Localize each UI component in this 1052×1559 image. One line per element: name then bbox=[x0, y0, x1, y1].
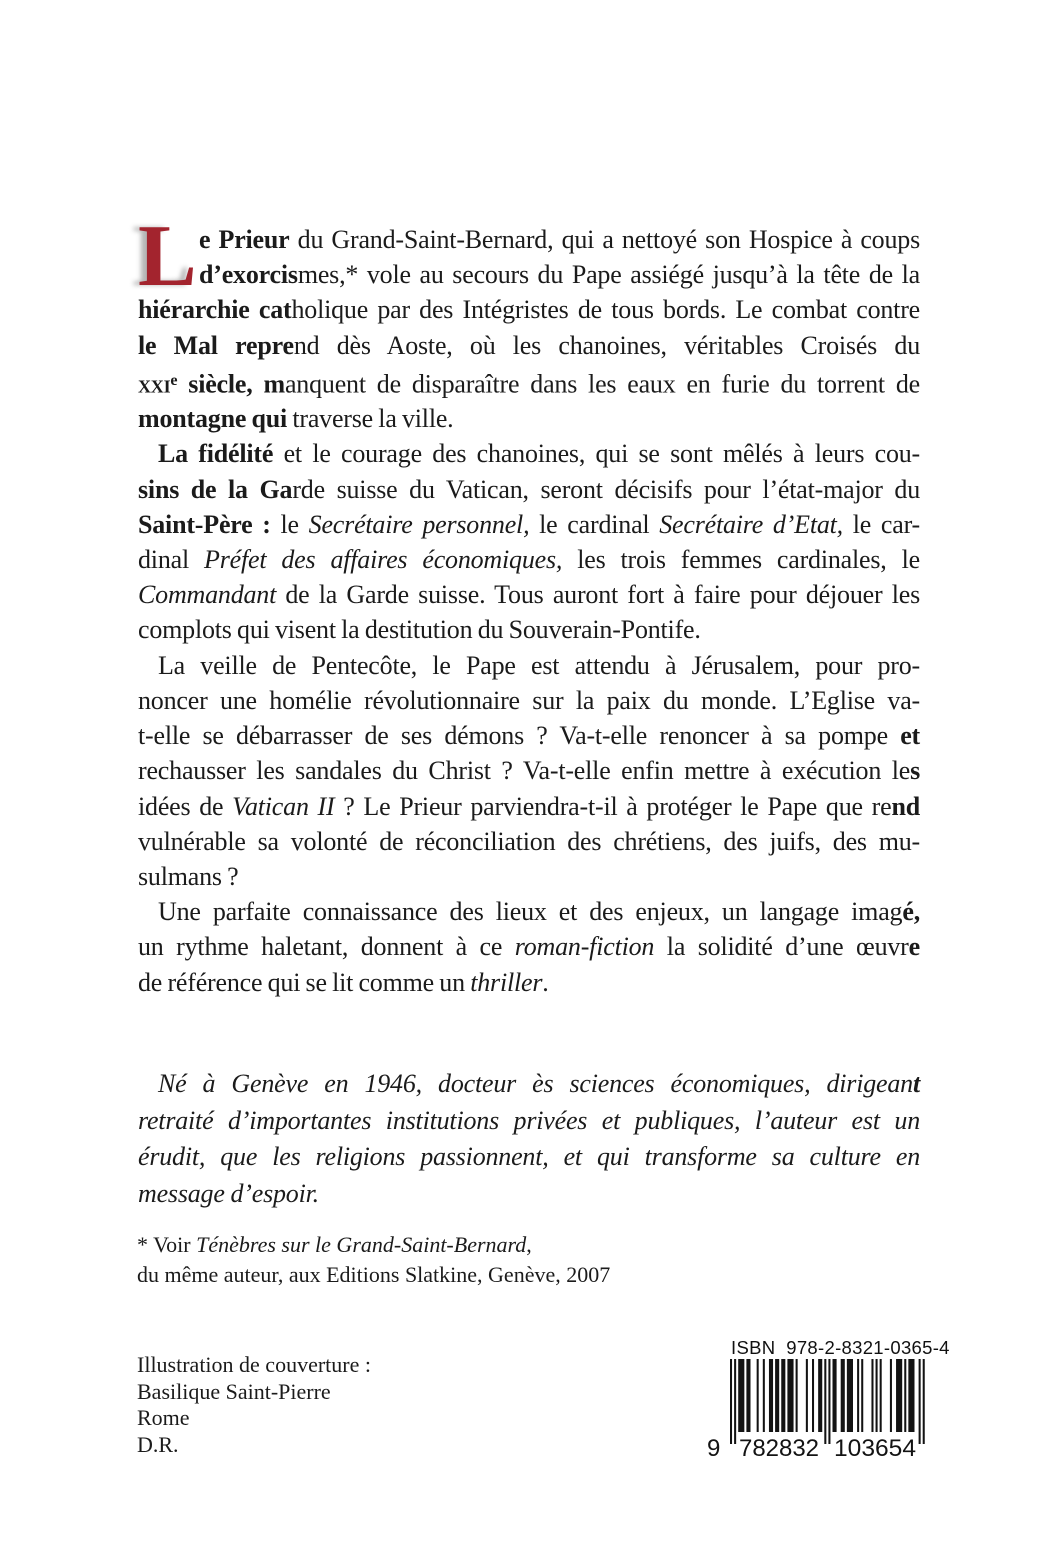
text-line bbox=[138, 612, 920, 647]
text-line bbox=[138, 894, 920, 929]
text-line bbox=[138, 753, 920, 788]
synopsis-paragraph bbox=[138, 208, 921, 436]
text-segment: complots qui visent la destitution du Souverain-Pontife. bbox=[138, 615, 701, 645]
text-segment: vulnérable sa volonté de réconciliation des chrétiens, des juifs, des mu- bbox=[138, 826, 920, 856]
text-segment: t-elle se débarrasser de ses démons ? Va-t-elle renoncer à sa pompe bbox=[138, 721, 901, 751]
synopsis-paragraph bbox=[138, 436, 920, 647]
text-line bbox=[138, 257, 920, 292]
text-segment: La veille de Pentecôte, le Pape est attendu à Jérusalem, pour pro- bbox=[158, 650, 920, 680]
ean-barcode-bars bbox=[703, 1359, 931, 1460]
text-segment: anquent de disparaître dans les eaux en furie du torrent de bbox=[284, 369, 920, 399]
text-line bbox=[138, 363, 920, 401]
text-line bbox=[138, 648, 920, 683]
text-segment: la solidité d’une œuvr bbox=[654, 932, 909, 962]
text-line bbox=[138, 1176, 920, 1213]
text-segment: traverse la ville. bbox=[287, 404, 454, 434]
text-line bbox=[138, 542, 920, 577]
text-segment: roman-fiction bbox=[514, 932, 655, 962]
text-segment: thriller bbox=[470, 967, 543, 997]
svg-text:9: 9 bbox=[707, 1435, 721, 1460]
text-segment: Une parfaite connaissance des lieux et des enjeux, un langage imag bbox=[158, 897, 903, 927]
text-line bbox=[138, 1066, 920, 1103]
text-segment: de référence qui se lit comme un bbox=[138, 967, 471, 997]
text-segment: le car- bbox=[842, 509, 920, 539]
text-segment: . bbox=[542, 967, 549, 997]
text-segment: un rythme haletant, donnent à ce bbox=[138, 932, 515, 962]
text-line bbox=[138, 718, 920, 753]
text-segment: Préfet des affaires économiques, bbox=[204, 545, 563, 575]
text-segment: rechausser les sandales du Christ ? Va-t-elle enfin mettre à exécution le bbox=[138, 756, 911, 786]
text-segment: mes,* vole au secours du Pape assiégé jusqu’à la tête de la bbox=[297, 260, 920, 290]
text-segment: le cardinal bbox=[529, 509, 660, 539]
text-line bbox=[138, 222, 920, 257]
isbn-barcode bbox=[703, 1337, 950, 1460]
text-line bbox=[138, 577, 920, 612]
text-line bbox=[138, 859, 920, 894]
text-segment: e Prieur bbox=[199, 225, 290, 254]
synopsis-text bbox=[138, 208, 921, 1000]
text-segment: Secrétaire d’Etat, bbox=[659, 509, 843, 539]
text-line bbox=[138, 328, 920, 363]
cover-illustration-credit bbox=[137, 1352, 557, 1458]
text-segment: Commandant bbox=[138, 580, 277, 610]
text-segment: montagne qui bbox=[138, 404, 288, 434]
text-line bbox=[137, 1230, 857, 1260]
text-segment: , bbox=[526, 1232, 532, 1257]
text-segment: rde suisse du Vatican, seront décisifs pour l’état-major du bbox=[292, 474, 920, 504]
isbn-number: ISBN 978-2-8321-0365-4 bbox=[731, 1337, 950, 1358]
text-line bbox=[138, 1103, 920, 1140]
text-segment: retraité d’importantes institutions privées et publiques, l’auteur est un bbox=[138, 1105, 920, 1135]
text-segment: et le courage des chanoines, qui se sont mêlés à leurs cou- bbox=[273, 439, 921, 469]
author-bio bbox=[138, 1066, 920, 1212]
text-line bbox=[138, 436, 920, 471]
text-line bbox=[138, 292, 920, 327]
text-line bbox=[137, 1260, 857, 1290]
footnote bbox=[137, 1230, 857, 1289]
text-segment: xxi bbox=[138, 369, 171, 399]
text-segment: * Voir bbox=[137, 1232, 197, 1257]
text-segment: les trois femmes cardinales, le bbox=[562, 545, 920, 575]
text-line bbox=[138, 401, 920, 436]
text-segment: s bbox=[910, 756, 920, 786]
text-segment: du même auteur, aux Editions Slatkine, Genève, 2007 bbox=[137, 1261, 611, 1287]
text-segment: Saint-Père : bbox=[138, 509, 281, 539]
text-line bbox=[138, 789, 920, 824]
text-line bbox=[138, 929, 920, 964]
text-segment: La fidélité bbox=[158, 439, 274, 469]
text-segment: e bbox=[908, 932, 920, 962]
text-line bbox=[138, 965, 920, 1000]
text-segment: t bbox=[912, 1069, 920, 1098]
credit-line-subject: Basilique Saint-Pierre bbox=[137, 1378, 331, 1404]
text-segment: le bbox=[280, 509, 309, 539]
text-segment: dinal bbox=[138, 545, 205, 575]
text-segment: Secrétaire personnel, bbox=[308, 509, 530, 539]
text-segment: nd dès Aoste, où les chanoines, véritables Croisés du bbox=[293, 330, 920, 360]
text-segment: hiérarchie cat bbox=[138, 295, 292, 325]
text-segment: holique par des Intégristes de tous bords. Le combat contre bbox=[291, 295, 921, 325]
text-segment: d’exorcis bbox=[199, 260, 298, 290]
text-segment: Vatican II bbox=[232, 791, 335, 821]
credit-line-rights: D.R. bbox=[137, 1431, 179, 1457]
text-segment: du Grand-Saint-Bernard, qui a nettoyé son Hospice à coups bbox=[289, 225, 920, 254]
text-segment: é, bbox=[902, 897, 920, 927]
text-line bbox=[138, 824, 920, 859]
text-segment: siècle, m bbox=[177, 369, 285, 399]
text-segment: le Mal repre bbox=[138, 330, 294, 360]
text-segment: sins de la Ga bbox=[138, 474, 293, 504]
synopsis-paragraph bbox=[138, 648, 920, 894]
text-segment: noncer une homélie révolutionnaire sur la paix du monde. L’Eglise va- bbox=[138, 685, 920, 715]
text-segment: sulmans ? bbox=[138, 861, 239, 891]
dropcap-letter: L bbox=[138, 208, 197, 305]
text-segment: ? Le Prieur parviendra-t-il à protéger le Pape que re bbox=[334, 791, 892, 821]
text-line bbox=[138, 1139, 920, 1176]
text-segment: nd bbox=[891, 791, 920, 821]
synopsis-paragraph bbox=[138, 894, 920, 1000]
text-segment: de la Garde suisse. Tous auront fort à faire pour déjouer les bbox=[276, 580, 920, 610]
text-line bbox=[138, 472, 920, 507]
text-line bbox=[138, 507, 920, 542]
text-segment: message d’espoir. bbox=[138, 1178, 319, 1208]
svg-text:782832: 782832 bbox=[739, 1435, 819, 1460]
text-segment: Né à Genève en 1946, docteur ès sciences économiques, dirigean bbox=[158, 1069, 913, 1098]
text-segment: érudit, que les religions passionnent, et qui transforme sa culture en bbox=[138, 1142, 920, 1172]
text-segment: et bbox=[900, 721, 920, 751]
credit-line-city: Rome bbox=[137, 1405, 190, 1430]
text-line bbox=[138, 683, 920, 718]
text-segment: idées de bbox=[138, 791, 233, 821]
svg-text:103654: 103654 bbox=[834, 1435, 916, 1460]
text-segment: Ténèbres sur le Grand-Saint-Bernard bbox=[196, 1232, 527, 1257]
credit-line-title: Illustration de couverture : bbox=[137, 1352, 371, 1377]
text-segment: e bbox=[170, 371, 178, 389]
